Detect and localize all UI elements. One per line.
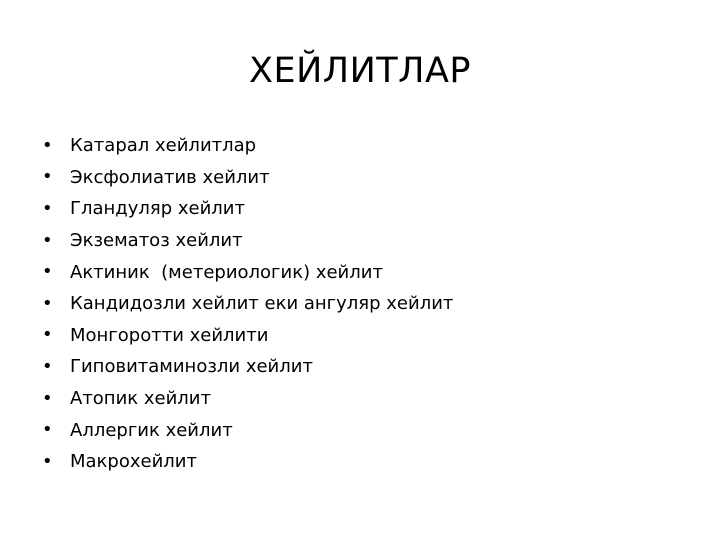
list-item (42, 162, 692, 194)
list-item-text: Атопик хейлит (70, 388, 211, 410)
list-item (42, 130, 692, 162)
list-item-text: Гландуляр хейлит (70, 198, 245, 220)
list-item-text: Гиповитаминозли хейлит (70, 356, 313, 378)
bullet-icon: • (42, 450, 53, 472)
list-item-text: Монгоротти хейлити (70, 324, 269, 346)
bullet-icon: • (42, 419, 53, 441)
list-item (42, 193, 692, 225)
list-item (42, 256, 692, 288)
list-item (42, 225, 692, 257)
list-item (42, 383, 692, 415)
bullet-list (42, 130, 692, 478)
bullet-icon: • (42, 197, 53, 219)
bullet-icon: • (42, 355, 53, 377)
list-item-text: Экзематоз хейлит (70, 230, 243, 252)
list-item (42, 414, 692, 446)
list-item-text: Актиник (метериологик) хейлит (70, 261, 383, 283)
list-item-text: Аллергик хейлит (70, 419, 233, 441)
bullet-icon: • (42, 324, 53, 346)
slide-title: ХЕЙЛИТЛАР (248, 51, 472, 91)
bullet-icon: • (42, 229, 53, 251)
list-item (42, 320, 692, 352)
bullet-icon: • (42, 134, 53, 156)
list-item-text: Кандидозли хейлит еки ангуляр хейлит (70, 293, 454, 315)
list-item (42, 288, 692, 320)
list-item (42, 446, 692, 478)
list-item-text: Макрохейлит (70, 451, 197, 473)
bullet-icon: • (42, 387, 53, 409)
bullet-icon: • (42, 261, 53, 283)
bullet-icon: • (42, 166, 53, 188)
list-item (42, 351, 692, 383)
list-item-text: Эксфолиатив хейлит (70, 166, 270, 188)
bullet-icon: • (42, 292, 53, 314)
list-item-text: Катарал хейлитлар (70, 135, 257, 157)
